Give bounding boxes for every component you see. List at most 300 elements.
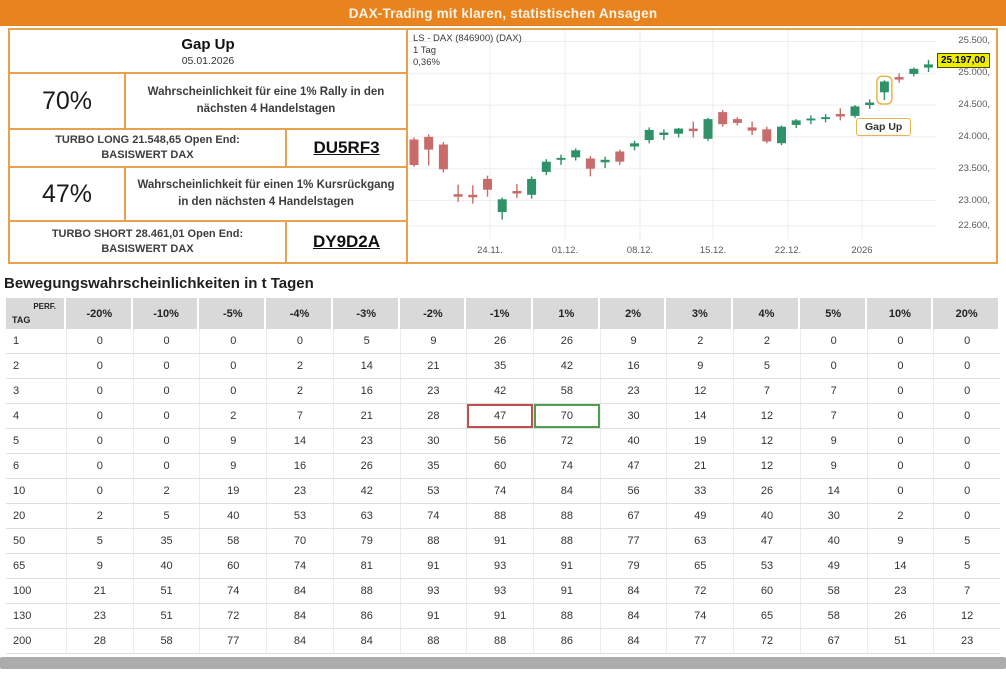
table-cell: 0	[66, 329, 133, 353]
long-probability-row	[10, 74, 406, 130]
table-cell: 42	[333, 479, 400, 503]
turbo-long-wkn-cell	[285, 130, 406, 166]
page-title: DAX-Trading mit klaren, statistischen Ansagen	[348, 5, 658, 21]
table-cell: 12	[666, 379, 733, 403]
table-cell: 74	[199, 579, 266, 603]
table-cell: 2	[66, 504, 133, 528]
table-cell: 9	[199, 454, 266, 478]
long-probability-value: 70%	[10, 74, 126, 128]
x-axis-tick: 22.12.	[774, 245, 802, 256]
table-cell: 42	[533, 354, 600, 378]
table-cell: 88	[533, 604, 600, 628]
candle	[615, 152, 624, 162]
table-cell: 74	[466, 479, 533, 503]
table-cell: 23	[266, 479, 333, 503]
candle	[836, 114, 845, 117]
table-cell: 2	[199, 404, 266, 428]
table-row	[6, 479, 1000, 504]
y-axis-tick: 23.000,	[958, 194, 990, 206]
candle	[645, 130, 654, 140]
signal-and-chart-section	[8, 28, 998, 264]
table-cell: 53	[400, 479, 467, 503]
table-cell: 9	[867, 529, 934, 553]
table-row	[6, 554, 1000, 579]
y-axis-tick: 23.500,	[958, 162, 990, 174]
table-cell: 0	[800, 354, 867, 378]
candle	[674, 129, 683, 134]
table-body	[6, 329, 1000, 654]
table-cell: 77	[666, 629, 733, 653]
table-cell: 0	[867, 479, 934, 503]
table-cell: 74	[533, 454, 600, 478]
table-cell: 42	[466, 379, 533, 403]
table-cell: 2	[266, 379, 333, 403]
x-axis-tick: 15.12.	[699, 245, 727, 256]
table-cell: 7	[733, 379, 800, 403]
x-axis-tick: 08.12.	[626, 245, 654, 256]
table-cell: 0	[800, 329, 867, 353]
table-cell: 81	[333, 554, 400, 578]
table-cell: 5	[333, 329, 400, 353]
table-cell: 14	[333, 354, 400, 378]
table-cell: 58	[800, 604, 867, 628]
candle	[924, 64, 933, 67]
table-cell: 84	[533, 479, 600, 503]
table-cell: 26	[333, 454, 400, 478]
table-cell: 86	[533, 629, 600, 653]
turbo-short-description	[10, 222, 285, 262]
table-row	[6, 604, 1000, 629]
table-row	[6, 629, 1000, 654]
date-axis	[408, 240, 936, 262]
table-cell: 0	[66, 429, 133, 453]
table-row	[6, 404, 1000, 429]
table-cell: 14	[800, 479, 867, 503]
table-cell: 35	[400, 454, 467, 478]
table-cell: 23	[600, 379, 667, 403]
y-axis-tick: 25.500,	[958, 35, 990, 47]
table-cell: 23	[933, 629, 1000, 653]
horizontal-scrollbar[interactable]	[0, 657, 1006, 669]
table-cell: 26	[533, 329, 600, 353]
table-cell: 60	[466, 454, 533, 478]
turbo-long-description	[10, 130, 285, 166]
table-column-header: -3%	[333, 298, 400, 329]
highlighted-long-cell: 70	[533, 404, 600, 428]
candle	[586, 159, 595, 169]
candle	[542, 162, 551, 172]
row-tag-cell: 200	[13, 635, 32, 647]
table-cell: 0	[66, 354, 133, 378]
table-header-row	[6, 298, 1000, 329]
table-cell: 58	[133, 629, 200, 653]
row-tag-cell: 3	[13, 385, 20, 397]
row-tag-cell: 65	[13, 560, 26, 572]
table-cell: 91	[533, 554, 600, 578]
table-cell: 88	[400, 629, 467, 653]
table-cell: 53	[266, 504, 333, 528]
table-cell: 58	[199, 529, 266, 553]
turbo-long-line1: TURBO LONG 21.548,65 Open End:	[55, 133, 240, 146]
y-axis-tick: 25.000,	[958, 67, 990, 79]
table-cell: 9	[66, 554, 133, 578]
table-cell: 28	[400, 404, 467, 428]
x-axis-tick: 01.12.	[551, 245, 579, 256]
table-cell: 16	[600, 354, 667, 378]
table-cell: 16	[266, 454, 333, 478]
table-cell: 23	[66, 604, 133, 628]
table-cell: 88	[533, 529, 600, 553]
table-cell: 12	[733, 429, 800, 453]
table-cell: 47	[733, 529, 800, 553]
table-cell: 56	[600, 479, 667, 503]
table-cell: 72	[199, 604, 266, 628]
row-tag-cell: 20	[13, 510, 26, 522]
candle	[733, 119, 742, 123]
table-cell: 9	[600, 329, 667, 353]
table-cell: 14	[266, 429, 333, 453]
row-tag-cell: 1	[13, 335, 20, 347]
table-cell: 88	[466, 504, 533, 528]
signal-panel	[10, 30, 408, 262]
table-cell: 91	[533, 579, 600, 603]
table-row	[6, 504, 1000, 529]
candle	[718, 112, 727, 124]
table-cell: 23	[867, 579, 934, 603]
row-tag-cell: 10	[13, 485, 26, 497]
table-cell: 91	[466, 529, 533, 553]
table-cell: 0	[199, 354, 266, 378]
table-cell: 23	[333, 429, 400, 453]
table-cell: 30	[600, 404, 667, 428]
table-cell: 0	[867, 354, 934, 378]
table-cell: 0	[66, 404, 133, 428]
candle	[439, 145, 448, 170]
table-cell: 33	[666, 479, 733, 503]
table-cell: 0	[933, 429, 1000, 453]
candle	[601, 160, 610, 163]
short-probability-value: 47%	[10, 168, 126, 220]
table-cell: 7	[933, 579, 1000, 603]
table-cell: 30	[800, 504, 867, 528]
table-column-header: -2%	[400, 298, 467, 329]
table-cell: 0	[66, 479, 133, 503]
table-cell: 5	[66, 529, 133, 553]
table-cell: 5	[133, 504, 200, 528]
turbo-short-line1: TURBO SHORT 28.461,01 Open End:	[51, 227, 244, 240]
table-cell: 2	[733, 329, 800, 353]
candle	[806, 119, 815, 121]
table-column-header: -5%	[199, 298, 266, 329]
table-cell: 28	[66, 629, 133, 653]
x-axis-tick: 24.11.	[477, 245, 503, 256]
table-cell: 79	[600, 554, 667, 578]
table-cell: 58	[533, 379, 600, 403]
table-column-header: -10%	[133, 298, 200, 329]
table-cell: 63	[666, 529, 733, 553]
table-cell: 2	[266, 354, 333, 378]
probability-table	[6, 298, 1000, 654]
table-cell: 49	[666, 504, 733, 528]
table-cell: 56	[466, 429, 533, 453]
row-tag-cell: 2	[13, 360, 20, 372]
candle	[483, 179, 492, 190]
table-column-header: 1%	[533, 298, 600, 329]
table-row	[6, 329, 1000, 354]
table-cell: 84	[600, 604, 667, 628]
table-column-header: -4%	[266, 298, 333, 329]
short-probability-text: Wahrscheinlichkeit für einen 1% Kursrückgang in den nächsten 4 Handelstagen	[137, 178, 395, 208]
table-cell: 12	[733, 404, 800, 428]
candle	[630, 143, 639, 146]
table-cell: 88	[333, 579, 400, 603]
probability-table-section	[0, 275, 1006, 654]
table-cell: 21	[66, 579, 133, 603]
table-cell: 0	[933, 454, 1000, 478]
candle	[571, 150, 580, 157]
table-cell: 0	[933, 504, 1000, 528]
table-cell: 26	[733, 479, 800, 503]
table-cell: 5	[933, 529, 1000, 553]
table-cell: 12	[733, 454, 800, 478]
candle	[468, 195, 477, 198]
table-cell: 2	[666, 329, 733, 353]
table-cell: 88	[400, 529, 467, 553]
table-cell: 21	[333, 404, 400, 428]
table-cell: 14	[867, 554, 934, 578]
table-cell: 9	[199, 429, 266, 453]
table-cell: 9	[800, 429, 867, 453]
table-cell: 88	[533, 504, 600, 528]
table-cell: 7	[800, 404, 867, 428]
table-column-header: 2%	[600, 298, 667, 329]
row-tag-cell: 4	[13, 410, 20, 422]
corner-tag-label: TAG	[12, 315, 31, 325]
table-cell: 40	[133, 554, 200, 578]
table-cell: 51	[867, 629, 934, 653]
table-cell: 0	[867, 329, 934, 353]
table-cell: 84	[266, 604, 333, 628]
table-cell: 35	[133, 529, 200, 553]
table-column-header: 5%	[800, 298, 867, 329]
table-cell: 72	[666, 579, 733, 603]
table-column-header: 20%	[933, 298, 1000, 329]
table-row	[6, 529, 1000, 554]
row-tag-cell: 50	[13, 535, 26, 547]
table-cell: 9	[800, 454, 867, 478]
chart-legend	[413, 33, 522, 69]
table-cell: 0	[867, 404, 934, 428]
table-cell: 0	[66, 454, 133, 478]
candle	[527, 179, 536, 195]
table-cell: 53	[733, 554, 800, 578]
signal-date: 05.01.2026	[181, 54, 235, 67]
chart-instrument-label: LS - DAX (846900) (DAX)	[413, 33, 522, 44]
candle	[410, 140, 419, 166]
turbo-short-wkn-cell	[285, 222, 406, 262]
table-cell: 77	[199, 629, 266, 653]
table-column-header: -20%	[66, 298, 133, 329]
table-cell: 35	[466, 354, 533, 378]
table-cell: 0	[133, 429, 200, 453]
long-probability-text: Wahrscheinlichkeit für eine 1% Rally in den nächsten 4 Handelstagen	[147, 85, 385, 115]
table-cell: 91	[400, 604, 467, 628]
table-cell: 65	[733, 604, 800, 628]
table-cell: 12	[933, 604, 1000, 628]
table-cell: 91	[466, 604, 533, 628]
table-cell: 7	[266, 404, 333, 428]
table-cell: 0	[66, 379, 133, 403]
chart-interval-label: 1 Tag	[413, 44, 437, 56]
table-cell: 0	[133, 454, 200, 478]
candle	[792, 120, 801, 125]
table-row	[6, 454, 1000, 479]
table-cell: 79	[333, 529, 400, 553]
table-cell: 0	[933, 379, 1000, 403]
turbo-short-wkn-link[interactable]: DY9D2A	[312, 232, 381, 251]
table-cell: 0	[933, 479, 1000, 503]
table-cell: 0	[867, 454, 934, 478]
table-column-header: 3%	[666, 298, 733, 329]
table-cell: 21	[400, 354, 467, 378]
x-axis-tick: 2026	[851, 245, 873, 256]
table-cell: 84	[333, 629, 400, 653]
candle	[454, 194, 463, 197]
table-corner-cell	[6, 298, 66, 329]
highlighted-short-cell: 47	[466, 404, 533, 428]
table-cell: 77	[600, 529, 667, 553]
table-cell: 84	[600, 629, 667, 653]
table-cell: 93	[400, 579, 467, 603]
table-cell: 5	[733, 354, 800, 378]
table-cell: 0	[867, 379, 934, 403]
table-cell: 67	[600, 504, 667, 528]
table-cell: 63	[333, 504, 400, 528]
table-cell: 40	[600, 429, 667, 453]
y-axis-tick: 24.500,	[958, 99, 990, 111]
row-tag-cell: 6	[13, 460, 20, 472]
table-cell: 74	[666, 604, 733, 628]
table-cell: 26	[466, 329, 533, 353]
table-cell: 19	[666, 429, 733, 453]
table-cell: 51	[133, 579, 200, 603]
table-cell: 93	[466, 554, 533, 578]
table-cell: 84	[600, 579, 667, 603]
table-row	[6, 379, 1000, 404]
candle	[777, 127, 786, 144]
table-row	[6, 579, 1000, 604]
table-cell: 84	[266, 629, 333, 653]
candle	[895, 77, 904, 80]
table-cell: 9	[666, 354, 733, 378]
table-cell: 74	[266, 554, 333, 578]
table-cell: 65	[666, 554, 733, 578]
table-row	[6, 429, 1000, 454]
table-cell: 2	[133, 479, 200, 503]
turbo-long-wkn-link[interactable]: DU5RF3	[313, 138, 380, 157]
turbo-long-line2: BASISWERT DAX	[101, 149, 194, 161]
table-title: Bewegungswahrscheinlichkeiten in t Tagen	[4, 275, 314, 292]
candle	[659, 133, 668, 136]
table-cell: 30	[400, 429, 467, 453]
table-cell: 9	[400, 329, 467, 353]
table-cell: 47	[600, 454, 667, 478]
table-cell: 19	[199, 479, 266, 503]
table-cell: 0	[133, 379, 200, 403]
table-cell: 0	[933, 404, 1000, 428]
candlestick-chart	[408, 30, 996, 262]
candle	[851, 106, 860, 116]
last-price-tag: 25.197,00	[937, 53, 990, 68]
candle	[865, 103, 874, 106]
table-cell: 0	[199, 379, 266, 403]
candle	[512, 191, 521, 194]
table-cell: 0	[933, 354, 1000, 378]
table-cell: 70	[266, 529, 333, 553]
table-cell: 40	[800, 529, 867, 553]
table-cell: 0	[133, 329, 200, 353]
candle	[821, 117, 830, 119]
candle	[557, 158, 566, 160]
table-cell: 0	[133, 354, 200, 378]
table-cell: 5	[933, 554, 1000, 578]
candle	[498, 199, 507, 212]
row-tag-cell: 5	[13, 435, 20, 447]
candle	[704, 119, 713, 139]
table-column-header: -1%	[466, 298, 533, 329]
table-cell: 49	[800, 554, 867, 578]
candle	[689, 129, 698, 132]
y-axis-tick: 24.000,	[958, 130, 990, 142]
gap-up-annotation: Gap Up	[856, 118, 911, 136]
table-cell: 0	[933, 329, 1000, 353]
table-cell: 40	[199, 504, 266, 528]
table-cell: 60	[733, 579, 800, 603]
table-cell: 51	[133, 604, 200, 628]
candle	[762, 129, 771, 141]
turbo-short-line2: BASISWERT DAX	[101, 243, 194, 255]
table-cell: 23	[400, 379, 467, 403]
table-cell: 0	[199, 329, 266, 353]
app-header	[0, 0, 1006, 26]
table-cell: 91	[400, 554, 467, 578]
candle	[909, 69, 918, 74]
table-cell: 72	[733, 629, 800, 653]
row-tag-cell: 100	[13, 585, 32, 597]
candle	[880, 82, 889, 93]
row-tag-cell: 130	[13, 610, 32, 622]
signal-name: Gap Up	[181, 35, 235, 53]
table-cell: 40	[733, 504, 800, 528]
signal-header	[10, 30, 406, 74]
table-cell: 86	[333, 604, 400, 628]
table-cell: 93	[466, 579, 533, 603]
table-column-header: 4%	[733, 298, 800, 329]
table-cell: 16	[333, 379, 400, 403]
table-cell: 0	[133, 404, 200, 428]
turbo-short-row	[10, 222, 406, 262]
table-cell: 26	[867, 604, 934, 628]
corner-perf-label: PERF.	[33, 302, 56, 311]
short-probability-row	[10, 168, 406, 222]
table-cell: 84	[266, 579, 333, 603]
table-cell: 0	[266, 329, 333, 353]
table-row	[6, 354, 1000, 379]
table-cell: 7	[800, 379, 867, 403]
table-cell: 67	[800, 629, 867, 653]
table-cell: 74	[400, 504, 467, 528]
table-cell: 2	[867, 504, 934, 528]
